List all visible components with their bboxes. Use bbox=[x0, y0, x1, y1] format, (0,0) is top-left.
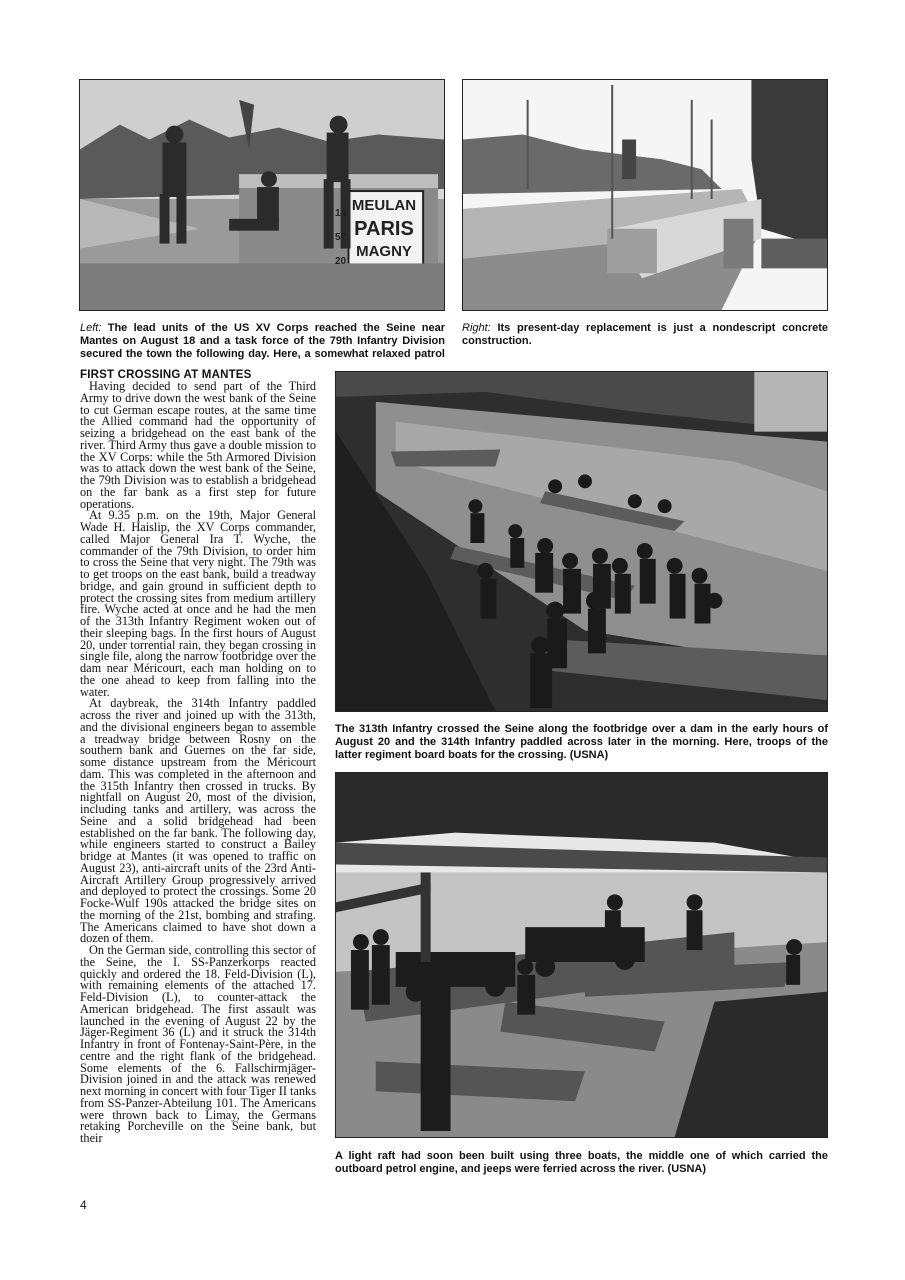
sign-number-57: 57 bbox=[335, 232, 347, 243]
sign-line-paris: PARIS bbox=[354, 218, 414, 240]
sign-number-14: 14 bbox=[335, 208, 347, 219]
caption-top-left bbox=[80, 322, 445, 362]
page-number: 4 bbox=[80, 1198, 87, 1212]
caption-left-label: Left: bbox=[80, 322, 102, 334]
road-sign bbox=[348, 196, 420, 276]
caption-right-text: Its present-day replacement is just a nondescript concrete construction. bbox=[462, 322, 828, 347]
article-paragraph-3: At daybreak, the 314th Infantry paddled across the river and joined up with the 313th, and the divisional engineers began to assemble a treadway bridge between Rosny on the southern bank and Guernes on the far side, some distance upstream from the Méricourt dam. This was completed in the afternoon and the 315th Infantry then crossed in trucks. By nightfall on August 20, most of the division, including tanks and artillery, was across the Seine and a solid bridgehead had been established on the far bank. The following day, while engineers started to construct a Bailey bridge at Mantes (it was opened to traffic on August 23), anti-aircraft units of the 23rd Anti-Aircraft Artillery Group progressively arrived and deployed to protect the crossings. Some 20 Focke-Wulf 190s attacked the bridge sites on the morning of the 21st, bombing and strafing. The Americans claimed to have shot down a dozen of them. bbox=[80, 696, 316, 946]
article-heading: FIRST CROSSING AT MANTES bbox=[80, 369, 252, 381]
sign-line-meulan: MEULAN bbox=[351, 197, 417, 214]
sign-numbers bbox=[335, 202, 346, 274]
photo-modern-bridge bbox=[462, 79, 828, 311]
sign-number-20: 20 bbox=[335, 256, 347, 267]
article-paragraph-2: At 9.35 p.m. on the 19th, Major General Wade H. Haislip, the XV Corps commander, called Major General Ira T. Wyche, the commander of the 79th Division, to order him to cross the Seine that very night. The 79th was to get troops on the east bank, build a treadway bridge, and gain ground in sufficient depth to protect the crossing sites from medium artillery fire. Wyche acted at once and he had the men of the 313th Infantry Regiment woken out of their sleeping bags. In the first hours of August 20, under torrential rain, they began crossing in single file, along the narrow footbridge over the dam near Méricourt, each man holding on to the one ahead to keep from falling into the water. bbox=[80, 508, 316, 699]
photo-jeep-raft bbox=[335, 772, 828, 1138]
caption-middle: The 313th Infantry crossed the Seine along the footbridge over a dam in the early hours of August 20 and the 314th Infantry paddled across later in the morning. Here, troops of the latter regiment board boats for the crossing. (USNA) bbox=[335, 723, 828, 761]
caption-left-text: The lead units of the US XV Corps reached the Seine near Mantes on August 18 and a task force of the 79th Infantry Division secured the town the following day. Here, a somewhat relaxed patrol bbox=[80, 322, 445, 360]
article-body bbox=[80, 381, 316, 1145]
sign-line-magny: MAGNY bbox=[356, 243, 412, 260]
caption-bottom: A light raft had soon been built using three boats, the middle one of which carried the outboard petrol engine, and jeeps were ferried across the river. (USNA) bbox=[335, 1150, 828, 1175]
article-paragraph-1: Having decided to send part of the Third Army to drive down the west bank of the Seine to cut German escape routes, at the same time the Allied command had the opportunity of seizing a bridgehead on the east bank of the river. Third Army thus gave a double mission to the XV Corps: while the 5th Armored Division was to attack down the west bank of the Seine, the 79th Division was to establish a bridgehead on the far bank as a first step for future operations. bbox=[80, 379, 316, 511]
photo-patrol-at-bridge bbox=[79, 79, 445, 311]
caption-right-label: Right: bbox=[462, 322, 491, 334]
photo-boarding-boats bbox=[335, 371, 828, 712]
article-paragraph-4: On the German side, controlling this sector of the Seine, the I. SS-Panzerkorps reacted quickly and ordered the 18. Feld-Division (L), with remaining elements of the attached 17. Feld-Division (L), to counter-attack the American bridgehead. The first assault was launched in the evening of August 22 by the Jäger-Regiment 36 (L) and it struck the 314th Infantry in front of Fontenay-Saint-Père, in the centre and the right flank of the bridgehead. Some elements of the 6. Fallschirmjäger-Division joined in and the attack was renewed next morning in concert with four Tiger II tanks from SS-Panzer-Abteilung 101. The Americans were thrown back to Limay, the Germans retaking Porcheville on the Seine bank, but their bbox=[80, 943, 316, 1145]
caption-top-right bbox=[462, 322, 828, 362]
